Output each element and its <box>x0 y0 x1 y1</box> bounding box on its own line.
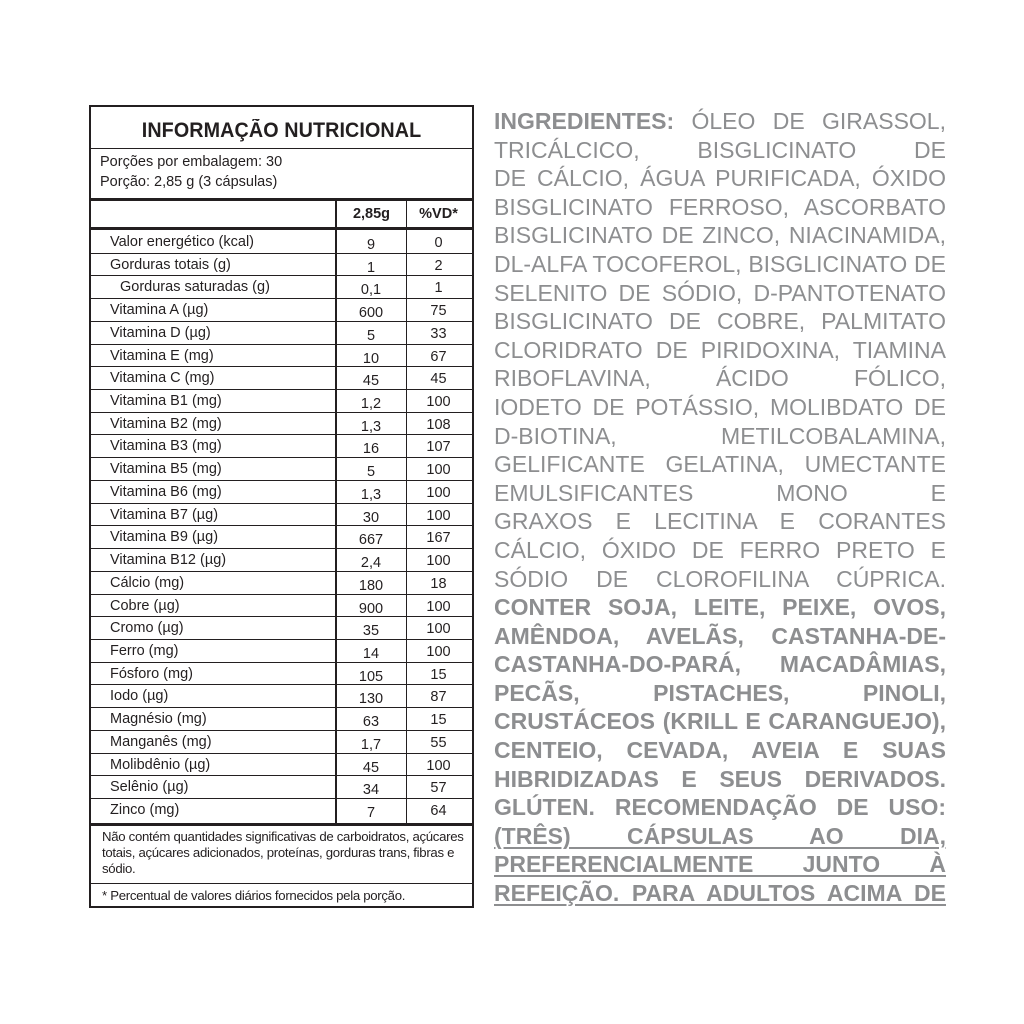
nutrient-daily-value: 15 <box>430 666 447 683</box>
nutrient-row <box>91 504 472 527</box>
ingredients-line <box>494 364 946 393</box>
nutrient-quantity: 900 <box>358 600 384 617</box>
ingredients-text-segment: (TRÊS) CÁPSULAS AO DIA, <box>494 822 946 849</box>
ingredients-text-segment: TRICÁLCICO, BISGLICINATO DE <box>494 136 946 163</box>
ingredients-line <box>494 279 946 308</box>
nutrient-label: Vitamina B1 (mg) <box>110 393 222 410</box>
dv-column-header: %VD* <box>419 206 458 222</box>
ingredients-line <box>494 707 946 736</box>
nutrient-row <box>91 754 472 777</box>
nutrient-row <box>91 572 472 595</box>
ingredients-text-segment: D-BIOTINA, METILCOBALAMINA, <box>494 422 946 449</box>
nutrient-label: Gorduras saturadas (g) <box>120 279 270 296</box>
ingredients-line <box>494 822 946 851</box>
nutrient-quantity: 9 <box>366 237 376 253</box>
nutrient-label: Ferro (mg) <box>110 642 179 659</box>
nutrient-daily-value: 18 <box>430 575 447 592</box>
ingredients-line <box>494 793 946 822</box>
nutrient-row <box>91 299 472 322</box>
ingredients-text-segment: BISGLICINATO DE COBRE, PALMITATO <box>494 308 946 335</box>
nutrient-row <box>91 708 472 731</box>
nutrition-facts-panel <box>89 105 474 908</box>
nutrient-daily-value: 15 <box>430 712 447 729</box>
nutrient-quantity: 45 <box>362 759 380 776</box>
nutrient-label: Molibdênio (µg) <box>110 756 211 773</box>
nutrient-quantity: 14 <box>362 645 380 662</box>
nutrient-daily-value: 75 <box>430 303 447 320</box>
nutrient-quantity: 5 <box>366 464 376 481</box>
thick-divider <box>91 823 472 826</box>
nutrient-row <box>91 322 472 345</box>
nutrient-label: Vitamina B7 (µg) <box>110 506 219 523</box>
nutrient-label: Vitamina B9 (µg) <box>110 529 219 546</box>
nutrient-row <box>91 799 472 822</box>
nutrient-label: Zinco (mg) <box>110 801 180 818</box>
ingredients-text-segment: CENTEIO, CEVADA, AVEIA E SUAS <box>494 737 946 764</box>
ingredients-line <box>494 507 946 536</box>
nutrient-label: Cálcio (mg) <box>110 574 185 591</box>
nutrient-quantity: 667 <box>358 532 384 549</box>
nutrient-row <box>91 595 472 618</box>
ingredients-line <box>494 307 946 336</box>
nutrient-label: Vitamina C (mg) <box>110 370 215 387</box>
ingredients-text-segment: CRUSTÁCEOS (KRILL E CARANGUEJO), <box>494 708 946 735</box>
nutrient-daily-value: 57 <box>430 780 447 797</box>
nutrient-label: Cromo (µg) <box>110 620 184 637</box>
nutrient-daily-value: 100 <box>426 643 451 660</box>
ingredients-text-segment: CLORIDRATO DE PIRIDOXINA, TIAMINA <box>494 336 946 363</box>
nutrient-label: Iodo (µg) <box>110 688 169 705</box>
nutrient-daily-value: 100 <box>426 462 451 479</box>
ingredients-text-segment: GLÚTEN. RECOMENDAÇÃO DE USO: <box>494 794 946 821</box>
nutrient-row <box>91 345 472 368</box>
ingredients-line <box>494 336 946 365</box>
nutrient-row <box>91 254 472 277</box>
ingredients-line <box>494 879 946 908</box>
nutrient-quantity: 45 <box>362 373 380 390</box>
ingredients-line <box>494 136 946 165</box>
nutrient-quantity: 0,1 <box>360 282 382 299</box>
thick-divider <box>91 227 472 230</box>
divider <box>91 883 472 884</box>
footnote: Não contém quantidades significativas de carboidratos, açúcares totais, açúcares adicionados, proteínas, gorduras trans, fibras e sódio. <box>102 829 464 876</box>
ingredients-text-segment: ÓLEO DE GIRASSOL, <box>691 108 946 134</box>
nutrient-label: Vitamina B3 (mg) <box>110 438 222 455</box>
nutrient-row <box>91 458 472 481</box>
nutrient-quantity: 1,3 <box>360 486 382 503</box>
nutrient-quantity: 1,3 <box>360 418 382 435</box>
nutrient-label: Gorduras totais (g) <box>110 256 231 273</box>
ingredients-text-segment: GRAXOS E LECITINA E CORANTES <box>494 508 946 535</box>
nutrient-quantity: 1,7 <box>360 736 382 753</box>
nutrient-quantity: 34 <box>362 782 380 799</box>
ingredients-line <box>494 221 946 250</box>
ingredients-line <box>494 250 946 279</box>
ingredients-text-segment: CÁLCIO, ÓXIDO DE FERRO PRETO E <box>494 536 946 563</box>
ingredients-line <box>494 536 946 565</box>
nutrient-row <box>91 640 472 663</box>
nutrient-label: Cobre (µg) <box>110 597 180 614</box>
nutrient-daily-value: 2 <box>434 257 443 274</box>
nutrient-quantity: 7 <box>366 804 376 821</box>
nutrient-label: Vitamina B5 (mg) <box>110 461 222 478</box>
nutrient-label: Vitamina A (µg) <box>110 302 209 319</box>
ingredients-line <box>494 422 946 451</box>
ingredients-line <box>494 107 946 136</box>
ingredients-text-segment: DL-ALFA TOCOFEROL, BISGLICINATO DE <box>494 250 946 277</box>
ingredients-text-segment: BISGLICINATO FERROSO, ASCORBATO <box>494 193 946 220</box>
nutrient-row <box>91 435 472 458</box>
quantity-column-header: 2,85g <box>352 206 391 222</box>
ingredients-line <box>494 393 946 422</box>
nutrient-row <box>91 776 472 799</box>
nutrient-quantity: 600 <box>358 305 384 322</box>
ingredients-text-segment: SELENITO DE SÓDIO, D-PANTOTENATO <box>494 279 946 306</box>
nutrient-daily-value: 100 <box>426 394 451 411</box>
nutrient-row <box>91 276 472 299</box>
nutrient-row <box>91 685 472 708</box>
nutrient-quantity: 63 <box>362 714 380 731</box>
ingredients-text-segment: RIBOFLAVINA, ÁCIDO FÓLICO, <box>494 365 946 392</box>
daily-value-note: * Percentual de valores diários fornecidos pela porção. <box>102 888 406 903</box>
ingredients-line <box>494 479 946 508</box>
nutrient-daily-value: 67 <box>430 348 447 365</box>
ingredients-line <box>494 765 946 794</box>
ingredients-text-segment: CONTER SOJA, LEITE, PEIXE, OVOS, <box>494 594 946 621</box>
nutrient-quantity: 1 <box>366 259 376 276</box>
nutrient-quantity: 35 <box>362 623 380 640</box>
nutrient-row <box>91 731 472 754</box>
ingredients-text-segment: EMULSIFICANTES MONO E <box>494 479 946 506</box>
nutrient-quantity: 1,2 <box>360 396 382 413</box>
nutrient-row <box>91 367 472 390</box>
nutrient-daily-value: 100 <box>426 598 451 615</box>
nutrient-label: Magnésio (mg) <box>110 711 207 728</box>
nutrient-row <box>91 413 472 436</box>
nutrient-label: Vitamina B12 (µg) <box>110 552 227 569</box>
nutrient-daily-value: 1 <box>434 280 443 297</box>
servings-per-package: Porções por embalagem: 30 <box>100 154 283 170</box>
ingredients-line <box>494 622 946 651</box>
ingredients-line <box>494 850 946 879</box>
nutrient-daily-value: 108 <box>426 416 451 433</box>
ingredients-text-segment: INGREDIENTES: <box>494 108 675 134</box>
nutrient-quantity: 30 <box>362 509 380 526</box>
ingredients-text <box>494 107 946 908</box>
nutrient-label: Manganês (mg) <box>110 733 212 750</box>
serving-size: Porção: 2,85 g (3 cápsulas) <box>100 174 278 190</box>
nutrition-title: INFORMAÇÃO NUTRICIONAL <box>141 119 422 142</box>
nutrient-row <box>91 390 472 413</box>
nutrient-quantity: 10 <box>362 350 380 367</box>
ingredients-text-segment: PREFERENCIALMENTE JUNTO À <box>494 851 946 878</box>
ingredients-text-segment: BISGLICINATO DE ZINCO, NIACINAMIDA, <box>494 222 946 249</box>
nutrient-row <box>91 526 472 549</box>
ingredients-line <box>494 593 946 622</box>
ingredients-line <box>494 650 946 679</box>
nutrient-label: Fósforo (mg) <box>110 665 193 682</box>
ingredients-line <box>494 193 946 222</box>
nutrient-quantity: 5 <box>366 327 376 344</box>
thick-divider <box>91 198 472 201</box>
nutrient-quantity: 105 <box>358 668 384 685</box>
ingredients-text-segment: SÓDIO DE CLOROFILINA CÚPRICA. <box>494 565 946 592</box>
nutrient-rows <box>91 231 472 822</box>
nutrient-row <box>91 481 472 504</box>
nutrient-daily-value: 45 <box>430 371 447 388</box>
nutrient-daily-value: 100 <box>426 484 451 501</box>
nutrient-label: Vitamina D (µg) <box>110 324 211 341</box>
ingredients-line <box>494 565 946 594</box>
nutrient-label: Valor energético (kcal) <box>110 234 254 250</box>
ingredients-text-segment: PECÃS, PISTACHES, PINOLI, <box>494 679 946 706</box>
nutrient-daily-value: 0 <box>434 235 443 251</box>
nutrient-daily-value: 100 <box>426 621 451 638</box>
nutrient-label: Vitamina B2 (mg) <box>110 415 222 432</box>
nutrient-daily-value: 167 <box>426 530 451 547</box>
nutrient-quantity: 180 <box>358 577 384 594</box>
nutrient-daily-value: 100 <box>426 507 451 524</box>
nutrient-daily-value: 64 <box>430 802 447 819</box>
ingredients-text-segment: GELIFICANTE GELATINA, UMECTANTE <box>494 451 946 478</box>
nutrient-row <box>91 617 472 640</box>
nutrient-daily-value: 55 <box>430 734 447 751</box>
ingredients-text-segment: CASTANHA-DO-PARÁ, MACADÂMIAS, <box>494 651 946 678</box>
nutrient-quantity: 130 <box>358 691 384 708</box>
nutrient-quantity: 16 <box>362 441 380 458</box>
nutrient-daily-value: 107 <box>426 439 451 456</box>
nutrient-row <box>91 549 472 572</box>
ingredients-text-segment: DE CÁLCIO, ÁGUA PURIFICADA, ÓXIDO <box>494 165 946 192</box>
nutrient-row <box>91 663 472 686</box>
ingredients-text-segment: AMÊNDOA, AVELÃS, CASTANHA-DE- <box>494 622 946 649</box>
ingredients-line <box>494 679 946 708</box>
ingredients-text-segment: HIBRIDIZADAS E SEUS DERIVADOS. <box>494 765 946 792</box>
ingredients-text-segment: IODETO DE POTÁSSIO, MOLIBDATO DE <box>494 393 946 420</box>
nutrient-quantity: 2,4 <box>360 555 382 572</box>
ingredients-text-segment: REFEIÇÃO. PARA ADULTOS ACIMA DE <box>494 880 946 907</box>
ingredients-line <box>494 450 946 479</box>
nutrient-label: Vitamina B6 (mg) <box>110 483 222 500</box>
nutrient-row <box>91 231 472 254</box>
nutrient-daily-value: 33 <box>430 325 447 342</box>
nutrient-daily-value: 87 <box>430 689 447 706</box>
nutrient-daily-value: 100 <box>426 553 451 570</box>
nutrient-label: Selênio (µg) <box>110 779 189 796</box>
nutrient-label: Vitamina E (mg) <box>110 347 214 364</box>
ingredients-line <box>494 736 946 765</box>
nutrient-daily-value: 100 <box>426 757 451 774</box>
divider <box>91 148 472 149</box>
ingredients-line <box>494 164 946 193</box>
